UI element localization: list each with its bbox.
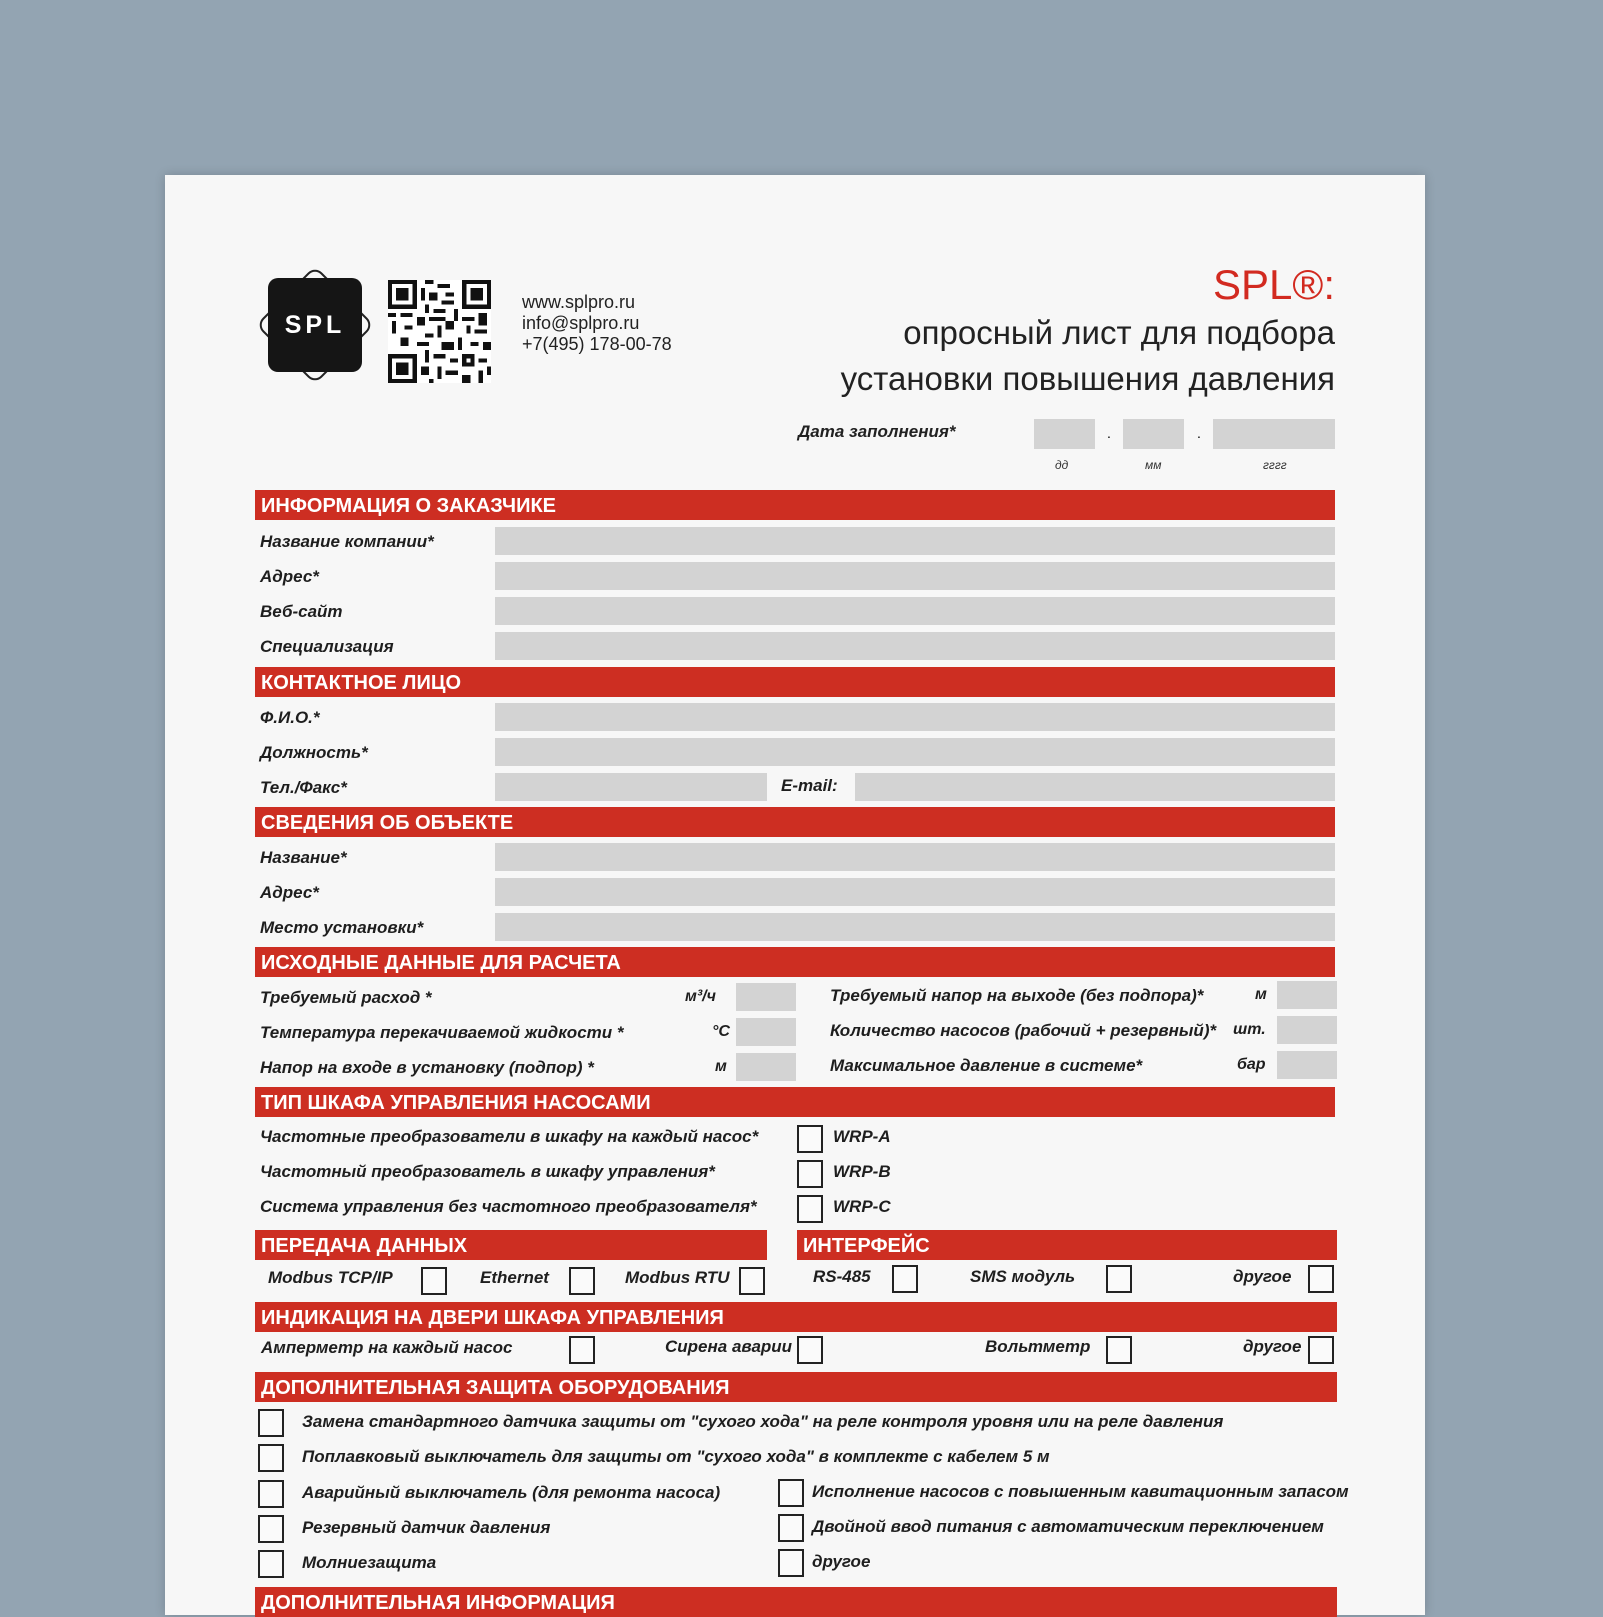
max-pressure-field[interactable] xyxy=(1277,1051,1337,1079)
date-month-field[interactable] xyxy=(1123,419,1184,449)
siren-label: Сирена аварии xyxy=(665,1337,793,1356)
date-day-field[interactable] xyxy=(1034,419,1095,449)
phone-fax-field[interactable] xyxy=(495,773,767,801)
company-name-field[interactable] xyxy=(495,527,1335,555)
wrp-c-label: WRP-C xyxy=(833,1197,891,1216)
inlet-pressure-label: Напор на входе в установку (подпор) * xyxy=(260,1058,594,1077)
customer-address-field[interactable] xyxy=(495,562,1335,590)
pump-count-label: Количество насосов (рабочий + резервный)* xyxy=(830,1021,1217,1040)
section-customer-header: ИНФОРМАЦИЯ О ЗАКАЗЧИКЕ xyxy=(255,490,1335,520)
protection-emergency-switch-checkbox[interactable] xyxy=(258,1480,284,1508)
qr-code-icon xyxy=(388,280,491,383)
section-transfer-header: ПЕРЕДАЧА ДАННЫХ xyxy=(255,1230,767,1260)
date-hint-year: гггг xyxy=(1263,458,1287,472)
siren-checkbox[interactable] xyxy=(797,1336,823,1364)
flow-unit: м³/ч xyxy=(685,988,716,1005)
interface-other-label: другое xyxy=(1233,1267,1292,1286)
company-name-label: Название компании* xyxy=(260,532,434,551)
indication-other-checkbox[interactable] xyxy=(1308,1336,1334,1364)
protection-dual-power-checkbox[interactable] xyxy=(778,1514,804,1542)
temperature-field[interactable] xyxy=(736,1018,796,1046)
object-name-label: Название* xyxy=(260,848,347,867)
phone-number: +7(495) 178-00-78 xyxy=(522,334,672,354)
wrp-b-checkbox[interactable] xyxy=(797,1160,823,1188)
protection-float-switch-checkbox[interactable] xyxy=(258,1444,284,1472)
section-indication-header: ИНДИКАЦИЯ НА ДВЕРИ ШКАФА УПРАВЛЕНИЯ xyxy=(255,1302,1337,1332)
wrp-c-checkbox[interactable] xyxy=(797,1195,823,1223)
website-link[interactable]: www.splpro.ru xyxy=(522,292,636,312)
sms-module-label: SMS модуль xyxy=(970,1267,1076,1286)
section-additional-header: ДОПОЛНИТЕЛЬНАЯ ИНФОРМАЦИЯ xyxy=(255,1587,1337,1617)
date-separator: . xyxy=(1197,425,1201,441)
indication-other-label: другое xyxy=(1243,1337,1302,1356)
protection-lightning-checkbox[interactable] xyxy=(258,1550,284,1578)
section-object-header: СВЕДЕНИЯ ОБ ОБЪЕКТЕ xyxy=(255,807,1335,837)
cabinet-option-3-label: Система управления без частотного преобразователя* xyxy=(260,1197,757,1216)
modbus-tcp-label: Modbus TCP/IP xyxy=(268,1268,393,1287)
specialization-field[interactable] xyxy=(495,632,1335,660)
protection-cavitation-checkbox[interactable] xyxy=(778,1479,804,1507)
protection-float-switch-label: Поплавковый выключатель для защиты от "сухого хода" в комплекте с кабелем 5 м xyxy=(302,1447,1050,1466)
object-name-field[interactable] xyxy=(495,843,1335,871)
section-calc-header: ИСХОДНЫЕ ДАННЫЕ ДЛЯ РАСЧЕТА xyxy=(255,947,1335,977)
wrp-b-label: WRP-B xyxy=(833,1162,891,1181)
job-position-label: Должность* xyxy=(260,743,368,762)
protection-dual-power-label: Двойной ввод питания с автоматическим переключением xyxy=(812,1517,1324,1536)
sms-module-checkbox[interactable] xyxy=(1106,1265,1132,1293)
date-separator: . xyxy=(1107,425,1111,441)
ammeter-checkbox[interactable] xyxy=(569,1336,595,1364)
date-hint-month: мм xyxy=(1145,458,1162,472)
ethernet-checkbox[interactable] xyxy=(569,1267,595,1295)
max-pressure-unit: бар xyxy=(1237,1056,1266,1073)
website-label: Веб-сайт xyxy=(260,602,343,621)
inlet-pressure-unit: м xyxy=(715,1058,727,1075)
date-hint-day: дд xyxy=(1055,458,1069,472)
cabinet-option-2-label: Частотный преобразователь в шкафу управления* xyxy=(260,1162,715,1181)
section-contact-header: КОНТАКТНОЕ ЛИЦО xyxy=(255,667,1335,697)
flow-label: Требуемый расход * xyxy=(260,988,432,1007)
protection-lightning-label: Молниезащита xyxy=(302,1553,437,1572)
temperature-label: Температура перекачиваемой жидкости * xyxy=(260,1023,624,1042)
ammeter-label: Амперметр на каждый насос xyxy=(261,1338,513,1357)
modbus-tcp-checkbox[interactable] xyxy=(421,1267,447,1295)
protection-dry-run-relay-label: Замена стандартного датчика защиты от "сухого хода" на реле контроля уровня или на реле давления xyxy=(302,1412,1224,1431)
wrp-a-label: WRP-A xyxy=(833,1127,891,1146)
date-year-field[interactable] xyxy=(1213,419,1335,449)
rs485-label: RS-485 xyxy=(813,1267,871,1286)
customer-address-label: Адрес* xyxy=(260,567,319,586)
pump-count-unit: шт. xyxy=(1233,1021,1266,1038)
specialization-label: Специализация xyxy=(260,637,394,656)
inlet-pressure-field[interactable] xyxy=(736,1053,796,1081)
section-protection-header: ДОПОЛНИТЕЛЬНАЯ ЗАЩИТА ОБОРУДОВАНИЯ xyxy=(255,1372,1337,1402)
title-line-2: установки повышения давления xyxy=(840,360,1335,397)
website-field[interactable] xyxy=(495,597,1335,625)
protection-emergency-switch-label: Аварийный выключатель (для ремонта насоса) xyxy=(302,1483,721,1502)
protection-cavitation-label: Исполнение насосов с повышенным кавитационным запасом xyxy=(812,1482,1349,1501)
date-label: Дата заполнения* xyxy=(798,422,956,441)
title-line-1: опросный лист для подбора xyxy=(903,314,1335,351)
company-contacts xyxy=(522,292,672,355)
modbus-rtu-label: Modbus RTU xyxy=(625,1268,730,1287)
voltmeter-checkbox[interactable] xyxy=(1106,1336,1132,1364)
flow-field[interactable] xyxy=(736,983,796,1011)
phone-fax-label: Тел./Факс* xyxy=(260,778,347,797)
outlet-head-unit: м xyxy=(1255,986,1267,1003)
protection-other-label: другое xyxy=(812,1552,871,1571)
modbus-rtu-checkbox[interactable] xyxy=(739,1267,765,1295)
spl-logo xyxy=(255,265,375,385)
full-name-field[interactable] xyxy=(495,703,1335,731)
ethernet-label: Ethernet xyxy=(480,1268,549,1287)
protection-backup-sensor-label: Резервный датчик давления xyxy=(302,1518,551,1537)
job-position-field[interactable] xyxy=(495,738,1335,766)
max-pressure-label: Максимальное давление в системе* xyxy=(830,1056,1143,1075)
section-cabinet-header: ТИП ШКАФА УПРАВЛЕНИЯ НАСОСАМИ xyxy=(255,1087,1335,1117)
object-address-field[interactable] xyxy=(495,878,1335,906)
outlet-head-field[interactable] xyxy=(1277,981,1337,1009)
brand-mark: ®: xyxy=(1292,261,1335,308)
brand-title: SPL®: xyxy=(1212,261,1335,308)
install-place-label: Место установки* xyxy=(260,918,424,937)
protection-dry-run-relay-checkbox[interactable] xyxy=(258,1409,284,1437)
email-field[interactable] xyxy=(855,773,1335,801)
interface-other-checkbox[interactable] xyxy=(1308,1265,1334,1293)
questionnaire-sheet xyxy=(165,175,1425,1615)
full-name-label: Ф.И.О.* xyxy=(260,708,320,727)
voltmeter-label: Вольтметр xyxy=(985,1337,1091,1356)
cabinet-option-1-label: Частотные преобразователи в шкафу на каждый насос* xyxy=(260,1127,759,1146)
object-address-label: Адрес* xyxy=(260,883,319,902)
outlet-head-label: Требуемый напор на выходе (без подпора)* xyxy=(830,986,1204,1005)
temperature-unit: °C xyxy=(712,1023,730,1040)
install-place-field[interactable] xyxy=(495,913,1335,941)
section-interface-header: ИНТЕРФЕЙС xyxy=(797,1230,1337,1260)
wrp-a-checkbox[interactable] xyxy=(797,1125,823,1153)
rs485-checkbox[interactable] xyxy=(892,1265,918,1293)
logo-text: SPL xyxy=(284,310,346,339)
protection-backup-sensor-checkbox[interactable] xyxy=(258,1515,284,1543)
email-link[interactable]: info@splpro.ru xyxy=(522,313,640,333)
protection-other-checkbox[interactable] xyxy=(778,1549,804,1577)
email-label: E-mail: xyxy=(781,776,838,795)
document-title xyxy=(841,260,1335,402)
pump-count-field[interactable] xyxy=(1277,1016,1337,1044)
